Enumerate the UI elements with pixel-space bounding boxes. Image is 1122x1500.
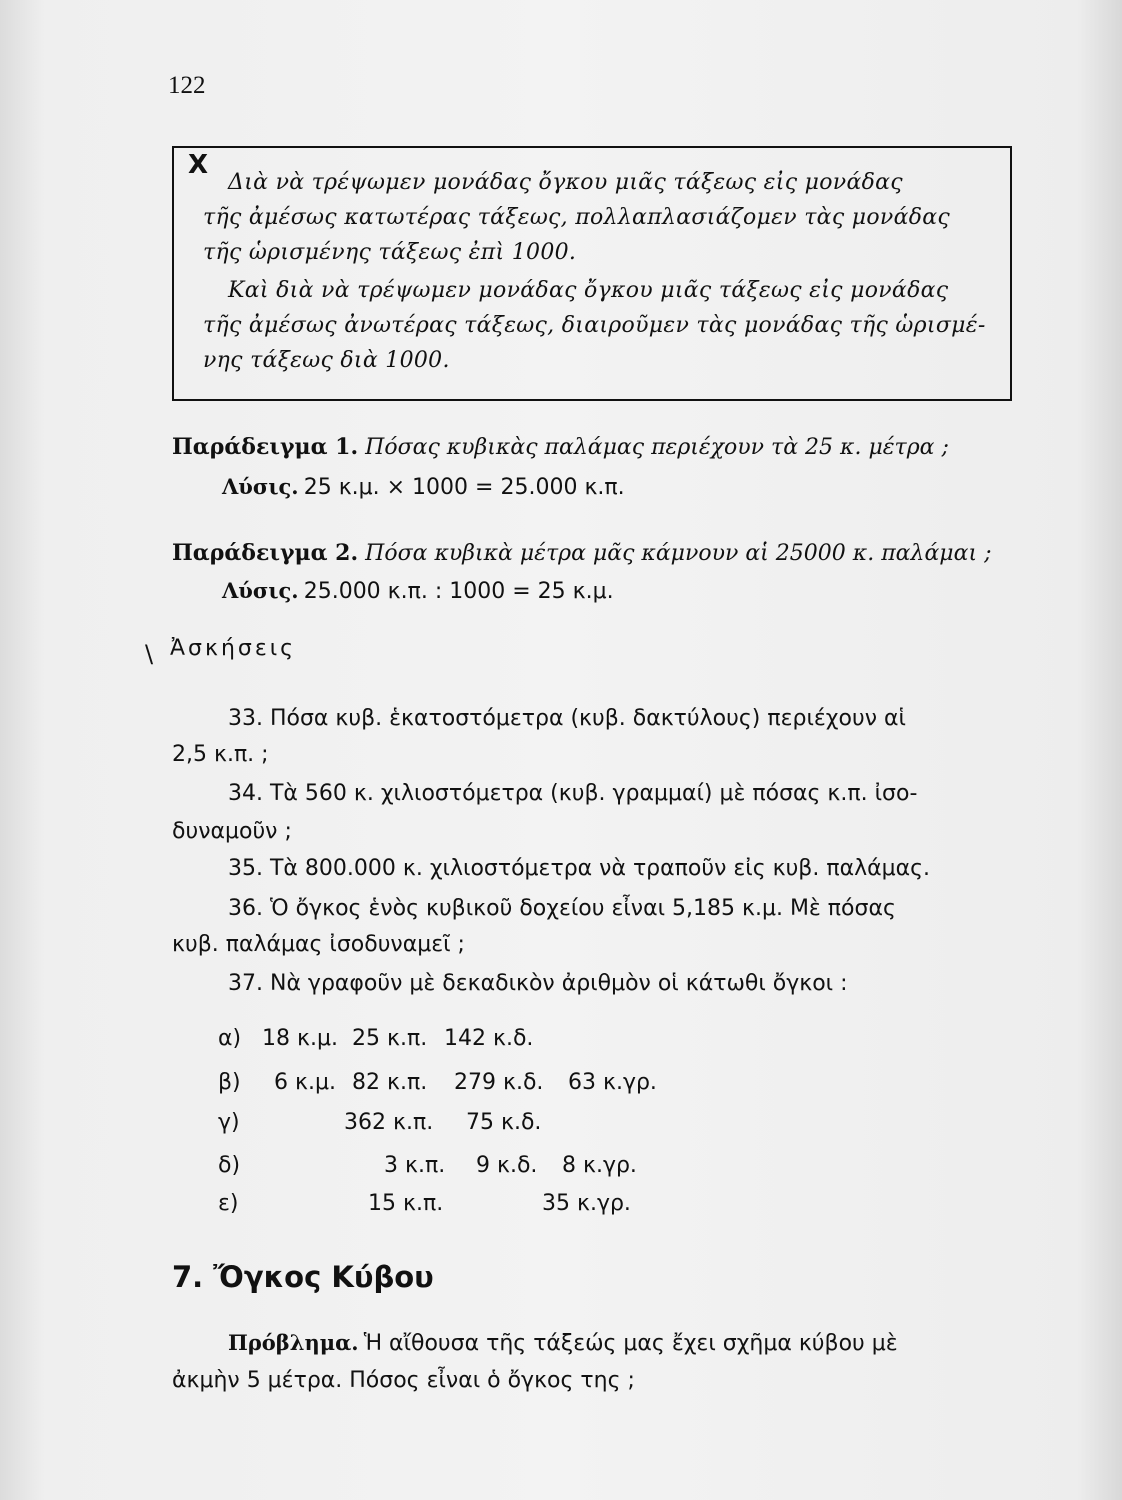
subitem-part: 3 κ.π. (384, 1153, 446, 1178)
section-title: 7. Ὄγκος Κύβου (172, 1260, 434, 1294)
handwritten-slash-mark: \ (145, 640, 154, 668)
exercise-33-line: 2,5 κ.π. ; (172, 742, 269, 767)
subitem-label: δ) (218, 1153, 241, 1178)
rule-line: τῆς ἀμέσως κατωτέρας τάξεως, πολλαπλασιάζομεν τὰς μονάδας (203, 205, 951, 230)
subitem-part: 279 κ.δ. (454, 1070, 544, 1095)
rule-line: Καὶ διὰ νὰ τρέψωμεν μονάδας ὄγκου μιᾶς τάξεως εἰς μονάδας (228, 278, 949, 303)
problem-line-1 (228, 1330, 898, 1356)
example-1 (172, 434, 949, 460)
solution-2 (222, 578, 614, 604)
example-question: Πόσας κυβικὰς παλάμας περιέχουν τὰ 25 κ. μέτρα ; (365, 435, 949, 460)
solution-text: 25 κ.μ. × 1000 = 25.000 κ.π. (303, 475, 625, 500)
problem-line-2: ἀκμὴν 5 μέτρα. Πόσος εἶναι ὁ ὄγκος της ; (172, 1368, 635, 1393)
subitem-part: 75 κ.δ. (466, 1110, 542, 1135)
subitem-label: γ) (218, 1110, 240, 1135)
rule-line: νης τάξεως διὰ 1000. (203, 348, 450, 373)
example-2 (172, 540, 992, 566)
solution-label: Λύσις. (222, 474, 299, 499)
solution-1 (222, 474, 625, 500)
exercises-heading: Ἀσκήσεις (170, 636, 297, 661)
subitem-part: 25 κ.π. (352, 1026, 428, 1051)
subitem-part: 362 κ.π. (344, 1110, 434, 1135)
subitem-label: α) (218, 1026, 242, 1051)
solution-text: 25.000 κ.π. : 1000 = 25 κ.μ. (303, 579, 614, 604)
solution-label: Λύσις. (222, 578, 299, 603)
problem-text: Ἡ αἴθουσα τῆς τάξεώς μας ἔχει σχῆμα κύβου μὲ (363, 1331, 898, 1356)
exercise-33-line: 33. Πόσα κυβ. ἑκατοστόμετρα (κυβ. δακτύλους) περιέχουν αἱ (228, 706, 906, 731)
subitem-part: 9 κ.δ. (476, 1153, 538, 1178)
subitem-part: 82 κ.π. (352, 1070, 428, 1095)
exercise-35-line: 35. Τὰ 800.000 κ. χιλιοστόμετρα νὰ τραποῦν εἰς κυβ. παλάμας. (228, 856, 931, 881)
exercise-34-line: 34. Τὰ 560 κ. χιλιοστόμετρα (κυβ. γραμμαί) μὲ πόσας κ.π. ἰσο- (228, 781, 918, 806)
subitem-part: 15 κ.π. (368, 1191, 444, 1216)
subitem-part: 35 κ.γρ. (542, 1191, 631, 1216)
example-label: Παράδειγμα 1. (172, 434, 359, 460)
subitem-label: β) (218, 1070, 241, 1095)
subitem-part: 63 κ.γρ. (568, 1070, 657, 1095)
rule-line: Διὰ νὰ τρέψωμεν μονάδας ὄγκου μιᾶς τάξεως εἰς μονάδας (228, 170, 903, 195)
subitem-part: 142 κ.δ. (444, 1026, 534, 1051)
subitem-part: 18 κ.μ. (262, 1026, 338, 1051)
rule-line: τῆς ὡρισμένης τάξεως ἐπὶ 1000. (203, 240, 577, 265)
rule-line: τῆς ἀμέσως ἀνωτέρας τάξεως, διαιροῦμεν τὰς μονάδας τῆς ὡρισμέ- (203, 313, 986, 338)
page-number: 122 (168, 72, 206, 99)
exercise-36-line: κυβ. παλάμας ἰσοδυναμεῖ ; (172, 932, 465, 957)
subitem-part: 6 κ.μ. (274, 1070, 336, 1095)
exercise-36-line: 36. Ὁ ὄγκος ἑνὸς κυβικοῦ δοχείου εἶναι 5,185 κ.μ. Μὲ πόσας (228, 896, 896, 921)
example-label: Παράδειγμα 2. (172, 540, 359, 566)
subitem-part: 8 κ.γρ. (562, 1153, 637, 1178)
handwritten-x-mark: X (188, 150, 209, 180)
problem-label: Πρόβλημα. (228, 1330, 359, 1355)
example-question: Πόσα κυβικὰ μέτρα μᾶς κάμνουν αἱ 25000 κ. παλάμαι ; (365, 541, 992, 566)
subitem-label: ε) (218, 1191, 239, 1216)
exercise-37-line: 37. Νὰ γραφοῦν μὲ δεκαδικὸν ἀριθμὸν οἱ κάτωθι ὄγκοι : (228, 971, 848, 996)
exercise-34-line: δυναμοῦν ; (172, 819, 292, 844)
